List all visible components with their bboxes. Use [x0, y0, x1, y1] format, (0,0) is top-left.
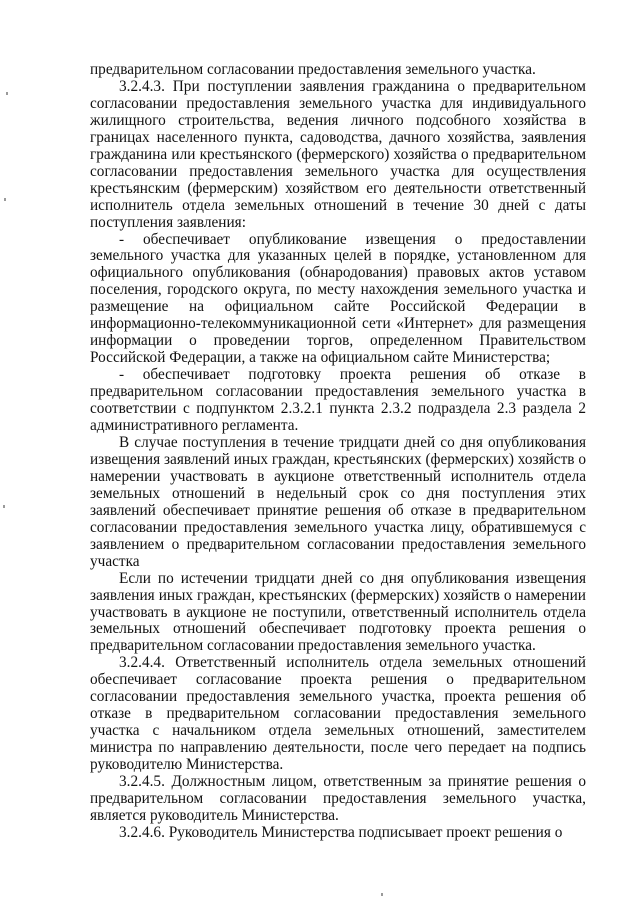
- document-page: [90, 62, 586, 842]
- paragraph-no-applications: Если по истечении тридцати дней со дня опубликования извещения заявления иных граждан, крестьянских (фермерских) хозяйств о намерении участвовать в аукционе не поступили, ответственный исполнитель отдела земельных отношений обеспечивает подготовку проекта решения о предварительном согласовании предоставления земельного участка.: [90, 569, 586, 655]
- scan-dot: [6, 92, 8, 95]
- paragraph-refusal-item: - обеспечивает подготовку проекта решения об отказе в предварительном согласовании предоставления земельного участка в соответствии с подпунктом 2.3.2.1 пункта 2.3.2 подраздела 2.3 раздела 2 административного регламента.: [90, 366, 586, 435]
- scan-dot: [4, 198, 6, 201]
- paragraph-continuation: предварительном согласовании предоставления земельного участка.: [90, 61, 536, 78]
- paragraph-3-2-4-5: 3.2.4.5. Должностным лицом, ответственным за принятие решения о предварительном согласовании предоставления земельного участка, является руководитель Министерства.: [90, 773, 586, 824]
- scan-dot: [3, 505, 5, 508]
- paragraph-3-2-4-6: 3.2.4.6. Руководитель Министерства подписывает проект решения о: [119, 823, 563, 841]
- scan-dot: [381, 893, 383, 896]
- paragraph-3-2-4-4: 3.2.4.4. Ответственный исполнитель отдела земельных отношений обеспечивает согласование проекта решения о предварительном согласовании предоставления земельного участка, проекта решения об отказе в предварительном согласовании предоставления земельного участка с начальником отдела земельных отношений, заместителем министра по направлению деятельности, после чего передает на подпись руководителю Министерства.: [90, 654, 586, 774]
- paragraph-3-2-4-3: 3.2.4.3. При поступлении заявления гражданина о предварительном согласовании предоставления земельного участка для индивидуального жилищного строительства, ведения личного подсобного хозяйства в границах населенного пункта, садоводства, дачного хозяйства, заявления гражданина или крестьянского (фермерского) хозяйства о предварительном согласовании предоставления земельного участка для осуществления крестьянским (фермерским) хозяйством его деятельности ответственный исполнитель отдела земельных отношений в течение 30 дней с даты поступления заявления:: [90, 77, 586, 231]
- paragraph-publication-item: - обеспечивает опубликование извещения о предоставлении земельного участка для указанных целей в порядке, установленном для официального опубликования (обнародования) правовых актов уставом поселения, городского округа, по месту нахождения земельного участка и размещение на официальном сайте Российской Федерации в информационно-телекоммуникационной сети «Интернет» для размещения информации о проведении торгов, определенном Правительством Российской Федерации, а также на официальном сайте Министерства;: [90, 230, 586, 367]
- paragraph-other-applications: В случае поступления в течение тридцати дней со дня опубликования извещения заявлений иных граждан, крестьянских (фермерских) хозяйств о намерении участвовать в аукционе ответственный исполнитель отдела земельных отношений в недельный срок со дня поступления этих заявлений обеспечивает принятие решения об отказе в предварительном согласовании предоставления земельного участка лицу, обратившемуся с заявлением о предварительном согласовании предоставления земельного участка: [90, 433, 586, 570]
